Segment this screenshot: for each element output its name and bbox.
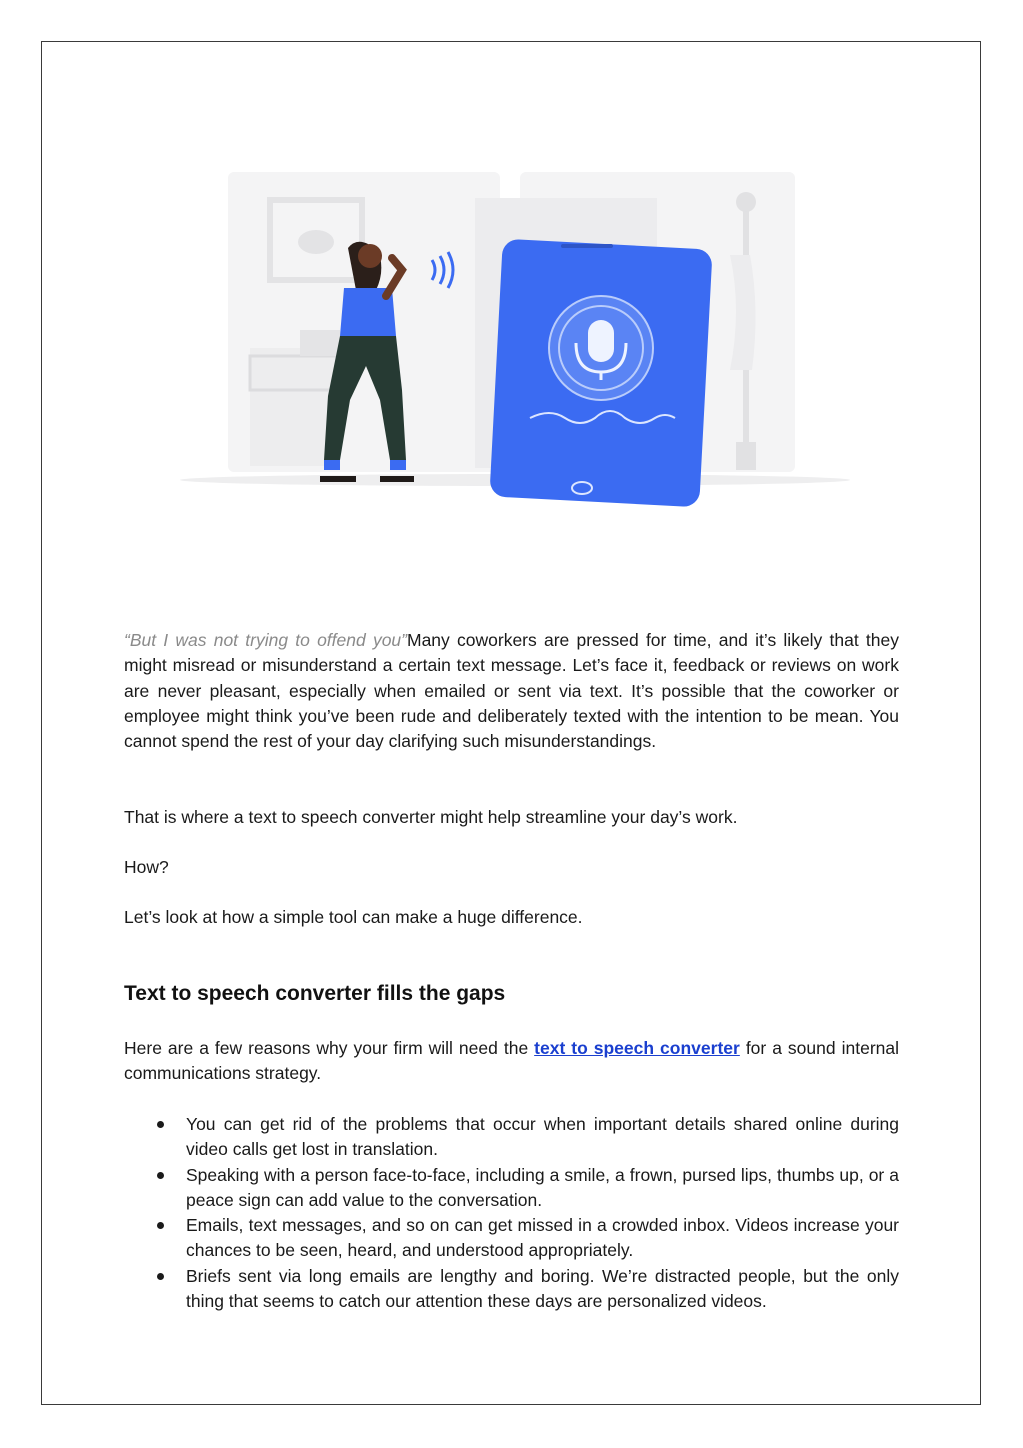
list-item-text: You can get rid of the problems that occur when important details shared online during video calls get lost in translation. [186, 1114, 899, 1160]
paragraph-how: How? [124, 857, 169, 877]
list-item-text: Emails, text messages, and so on can get missed in a crowded inbox. Videos increase your chances to be seen, heard, and understood appropriately. [186, 1215, 899, 1261]
lead-text-before: Here are a few reasons why your firm will need the [124, 1038, 535, 1058]
intro-paragraph [124, 628, 899, 754]
list-item [124, 1213, 899, 1264]
picture-dot [298, 230, 334, 254]
coat-rack-top [736, 192, 756, 212]
coat-rack-base [736, 442, 756, 470]
bullet-icon [157, 1273, 164, 1280]
monitor [300, 330, 340, 356]
reasons-list [124, 1112, 899, 1314]
list-item-text: Briefs sent via long emails are lengthy and boring. We’re distracted people, but the only thing that seems to catch our attention these days are personalized videos. [186, 1265, 899, 1312]
paragraph-look: Let’s look at how a simple tool can make a huge difference. [124, 907, 583, 927]
list-item-text: Speaking with a person face-to-face, including a smile, a frown, pursed lips, thumbs up, or a peace sign can add value to the conversation. [186, 1164, 899, 1210]
text-to-speech-link[interactable]: text to speech converter [534, 1038, 740, 1058]
list-item [124, 1112, 899, 1163]
bullet-icon [157, 1172, 164, 1179]
intro-text: Many coworkers are pressed for time, and it’s likely that they might misread or misunderstand a certain text message. Let’s face it, feedback or reviews on work are never pleasant, especially when emailed or sent via text. It’s possible that the coworker or employee might think you’ve been rude and deliberately texted with the intention to be mean. You cannot spend the rest of your day clarifying such misunderstandings. [124, 630, 900, 752]
paragraph-streamline: That is where a text to speech converter might help streamline your day’s work. [124, 807, 738, 827]
section-heading: Text to speech converter fills the gaps [124, 982, 506, 1005]
lead-text-after: for a sound internal communications strategy. [124, 1038, 899, 1084]
quote-text: “But I was not trying to offend you” [124, 630, 407, 650]
speech-illustration [170, 160, 860, 520]
list-item [124, 1163, 899, 1214]
bullet-icon [157, 1121, 164, 1128]
phone [489, 239, 712, 508]
list-item [124, 1264, 899, 1315]
bullet-icon [157, 1222, 164, 1229]
section-lead-paragraph [124, 1036, 899, 1087]
